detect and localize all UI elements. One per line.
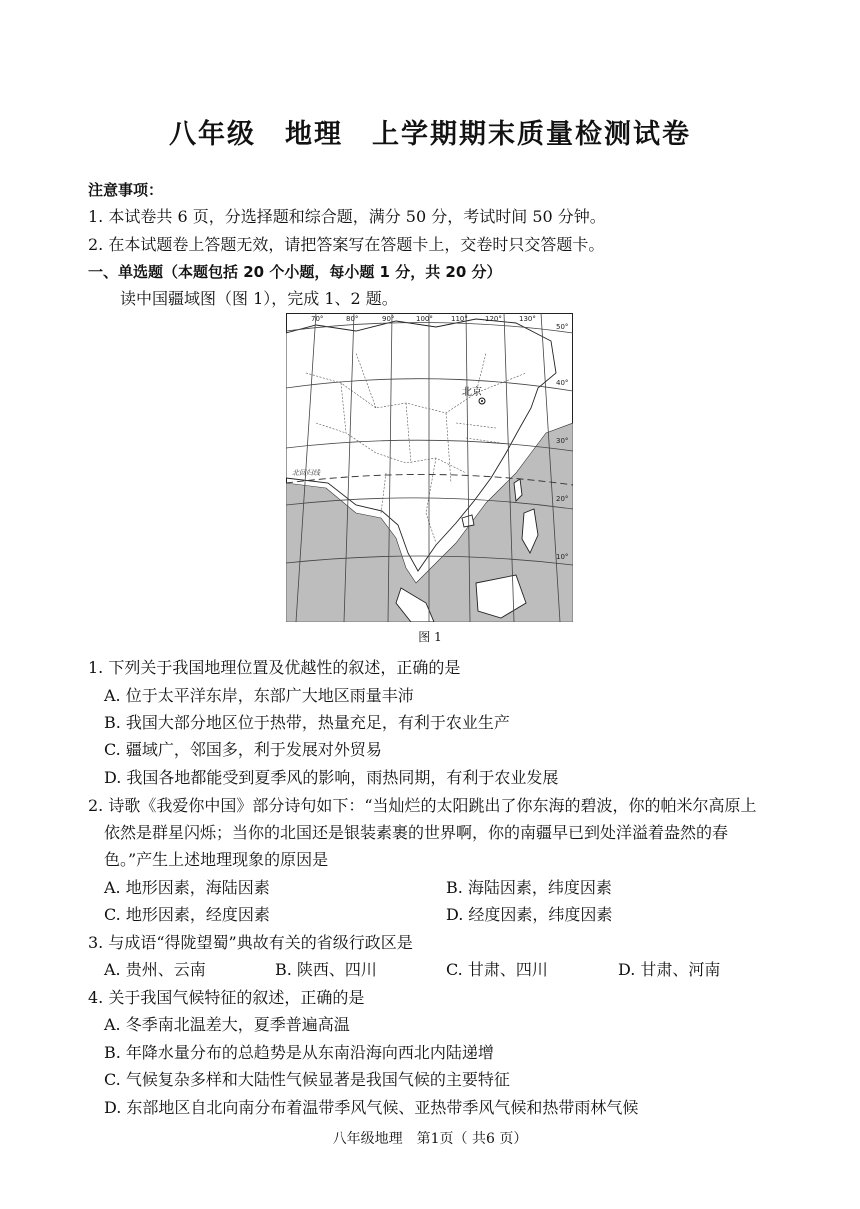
lon-tick: 80° xyxy=(346,315,359,323)
question-2-stem-line2: 依然是群星闪烁；当你的北国还是银装素裹的世界啊，你的南疆早已到处洋溢着盎然的春 xyxy=(104,823,729,842)
tropic-label: 北回归线 xyxy=(292,469,320,477)
lon-tick: 110° xyxy=(451,315,468,323)
question-2-option-c: C. 地形因素，经度因素 xyxy=(104,905,270,924)
question-3-option-a: A. 贵州、云南 xyxy=(104,960,206,979)
question-4-option-a: A. 冬季南北温差大，夏季普遍高温 xyxy=(104,1015,350,1034)
page-footer: 八年级地理 第1页（ 共6 页） xyxy=(332,1131,528,1147)
question-2-option-b: B. 海陆因素，纬度因素 xyxy=(446,878,612,897)
question-4-option-c: C. 气候复杂多样和大陆性气候显著是我国气候的主要特征 xyxy=(104,1070,510,1089)
question-2-stem-line1: 2. 诗歌《我爱你中国》部分诗句如下：“当灿烂的太阳跳出了你东海的碧波，你的帕米尔高原上 xyxy=(88,796,757,815)
lon-tick: 120° xyxy=(485,315,502,323)
question-3-option-d: D. 甘肃、河南 xyxy=(618,960,721,979)
question-4-option-b: B. 年降水量分布的总趋势是从东南沿海向西北内陆递增 xyxy=(104,1043,494,1062)
lat-tick: 30° xyxy=(556,437,569,445)
lon-tick: 90° xyxy=(382,315,395,323)
question-1-stem: 1. 下列关于我国地理位置及优越性的叙述，正确的是 xyxy=(88,658,461,677)
question-3-option-c: C. 甘肃、四川 xyxy=(446,960,548,979)
lon-tick: 130° xyxy=(519,315,536,323)
notice-heading: 注意事项： xyxy=(88,181,164,199)
figure-caption: 图 1 xyxy=(418,630,442,644)
question-2-option-d: D. 经度因素，纬度因素 xyxy=(446,905,613,924)
lon-tick: 100° xyxy=(416,315,433,323)
lat-tick: 40° xyxy=(556,379,569,387)
question-1-option-b: B. 我国大部分地区位于热带，热量充足，有利于农业生产 xyxy=(104,713,510,732)
question-3-option-b: B. 陕西、四川 xyxy=(275,960,377,979)
question-2-option-a: A. 地形因素，海陆因素 xyxy=(104,878,270,897)
lat-tick: 20° xyxy=(556,495,569,503)
page-title: 八年级 地理 上学期期末质量检测试卷 xyxy=(169,119,691,150)
lat-tick: 10° xyxy=(556,553,569,561)
question-4-stem: 4. 关于我国气候特征的叙述，正确的是 xyxy=(88,988,365,1007)
lat-tick: 50° xyxy=(556,323,569,331)
city-label-beijing: 北京 xyxy=(462,387,482,398)
question-1-option-a: A. 位于太平洋东岸，东部广大地区雨量丰沛 xyxy=(104,686,414,705)
china-territory-map xyxy=(286,313,573,622)
notice-item-2: 2. 在本试题卷上答题无效，请把答案写在答题卡上，交卷时只交答题卡。 xyxy=(88,235,605,254)
section-heading: 一、单选题（本题包括 20 个小题，每小题 1 分，共 20 分） xyxy=(88,263,502,281)
notice-item-1: 1. 本试卷共 6 页，分选择题和综合题，满分 50 分，考试时间 50 分钟。 xyxy=(88,207,606,226)
section-intro: 读中国疆域图（图 1），完成 1、2 题。 xyxy=(120,289,398,308)
question-1-option-c: C. 疆域广，邻国多，利于发展对外贸易 xyxy=(104,740,382,759)
question-2-stem-line3: 色。”产生上述地理现象的原因是 xyxy=(104,850,329,869)
lon-tick: 70° xyxy=(311,315,324,323)
question-3-stem: 3. 与成语“得陇望蜀”典故有关的省级行政区是 xyxy=(88,933,413,952)
question-4-option-d: D. 东部地区自北向南分布着温带季风气候、亚热带季风气候和热带雨林气候 xyxy=(104,1098,639,1117)
question-1-option-d: D. 我国各地都能受到夏季风的影响，雨热同期，有利于农业发展 xyxy=(104,768,559,787)
